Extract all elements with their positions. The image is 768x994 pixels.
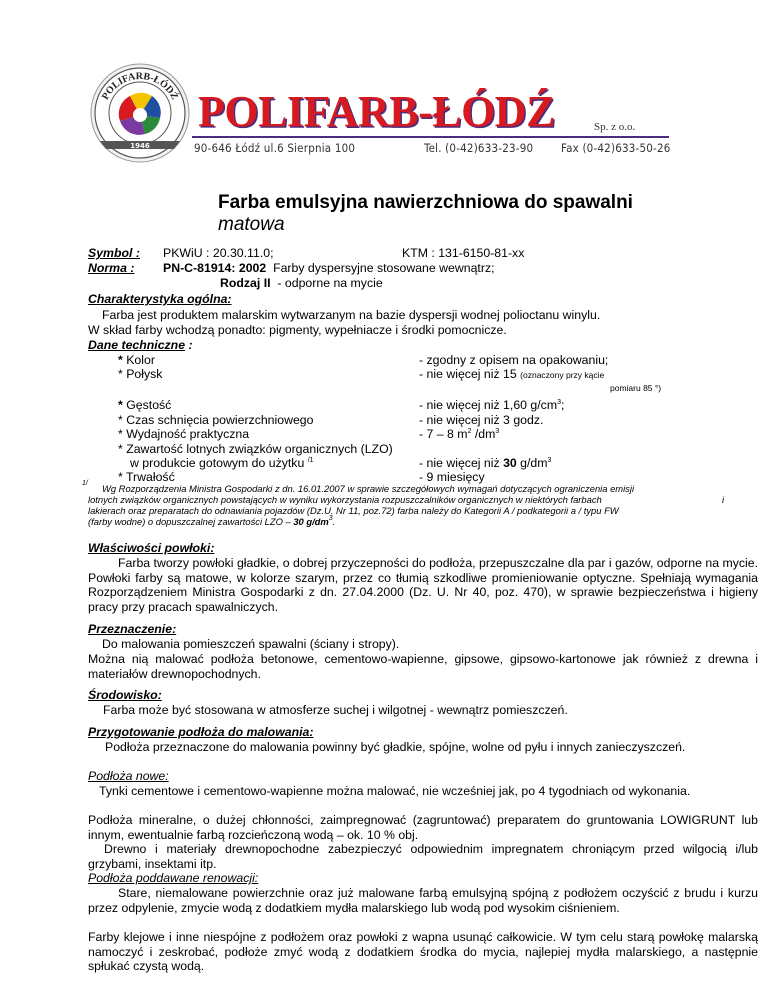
footnote-marker: 1/ bbox=[82, 480, 88, 487]
footnote-line1: Wg Rozporządzenia Ministra Gospodarki z dn. 16.01.2007 w sprawie szczegółowych wymagań dotyczących ograniczenia emisji bbox=[102, 483, 635, 494]
przygotowanie-text3: Podłoża mineralne, o dużej chłonności, zaimpregnować (zagruntować) preparatem do gruntowania LOWIGRUNT lub innym, ewentualnie farbą rozcieńczoną wodą – ok. 10 % obj. bbox=[88, 813, 758, 842]
spec-polysk-value: - nie więcej niż 15 (oznaczony przy kącie bbox=[419, 367, 605, 381]
section-heading-wlasciwosci: Właściwości powłoki: bbox=[88, 541, 215, 555]
symbol-label: Symbol : bbox=[88, 246, 140, 260]
srodowisko-text: Farba może być stosowana w atmosferze suchej i wilgotnej - wewnątrz pomieszczeń. bbox=[103, 703, 568, 717]
przeznaczenie-line1: Do malowania pomieszczeń spawalni (ściany i stropy). bbox=[102, 637, 400, 651]
footnote-line3: lakierach oraz preparatach do odnawiania pojazdów (Dz.U. Nr 11, poz.72) farba należy do Kategorii A / podkategorii a / typu FW bbox=[88, 505, 619, 516]
przygotowanie-text6: Farby klejowe i inne niespójne z podłożem oraz powłoki z wapna usunąć całkowicie. W tym celu starą powłokę malarską namoczyć i zeskrobać, podłoże zmyć wodą z dodatkiem środka do mycia, najlepiej mydła malarskiego, a następnie spłukać czystą wodą. bbox=[88, 930, 758, 973]
spec-kolor-label: * Kolor bbox=[118, 353, 155, 367]
company-name: POLIFARB-ŁÓDŹ bbox=[198, 87, 555, 136]
spec-trwalosc-label: * Trwałość bbox=[118, 470, 175, 484]
spec-lzo-label-2: w produkcie gotowym do użytku $^{/1}$ bbox=[130, 456, 314, 470]
charakterystyka-line2: W skład farby wchodzą ponadto: pigmenty, wypełniacze i środki pomocnicze. bbox=[88, 323, 507, 337]
spec-czas-value: - nie więcej niż 3 godz. bbox=[419, 413, 544, 427]
legal-form: Sp. z o.o. bbox=[594, 121, 636, 133]
ktm-code: KTM : 131-6150-81-xx bbox=[402, 246, 525, 260]
norma-line: PN-C-81914: 2002 Farby dyspersyjne stosowane wewnątrz; bbox=[163, 261, 495, 275]
footnote-line4: (farby wodne) o dopuszczalnej zawartości LZO – 30 $g/dm^3$. bbox=[88, 515, 336, 527]
spec-lzo-label: * Zawartość lotnych związków organicznych (LZO) bbox=[118, 442, 393, 456]
section-heading-przygotowanie: Przygotowanie podłoża do malowania: bbox=[88, 725, 314, 739]
header-rule bbox=[192, 136, 669, 138]
spec-czas-label: * Czas schnięcia powierzchniowego bbox=[118, 413, 314, 427]
document-subtitle: matowa bbox=[218, 214, 285, 235]
spec-polysk-label: * Połysk bbox=[118, 367, 163, 381]
przygotowanie-text2: Tynki cementowe i cementowo-wapienne można malować, nie wcześniej jak, po 4 tygodniach od wykonania. bbox=[99, 784, 691, 798]
symbol-value: PKWiU : 20.30.11.0; bbox=[163, 246, 274, 260]
company-logo-seal bbox=[90, 63, 190, 163]
svg-text:POLIFARB-ŁÓDŹ: POLIFARB-ŁÓDŹ bbox=[100, 70, 180, 102]
footnote-line2-end: i bbox=[722, 494, 725, 505]
spec-lzo-value: - nie więcej niż 30 $g/dm^3$ bbox=[419, 456, 552, 470]
spec-gestosc-label: * Gęstość bbox=[118, 398, 172, 412]
section-heading-srodowisko: Środowisko: bbox=[88, 688, 162, 702]
document-title: Farba emulsyjna nawierzchniowa do spawalni bbox=[218, 192, 633, 213]
company-address: 90-646 Łódź ul.6 Sierpnia 100 bbox=[194, 141, 356, 155]
przygotowanie-text4: Drewno i materiały drewnopochodne zabezpieczyć odpowiednim impregnatem chroniącym przed wilgocią i/lub grzybami, insektami itp. bbox=[88, 842, 758, 871]
company-fax: Fax (0-42)633-50-26 bbox=[561, 141, 671, 155]
spec-gestosc-value: - nie więcej niż 1,60 $g/cm^3$; bbox=[419, 398, 565, 412]
section-heading-przeznaczenie: Przeznaczenie: bbox=[88, 622, 177, 636]
przygotowanie-text1: Podłoża przeznaczone do malowania powinny być gładkie, spójne, wolne od pyłu i innych zanieczyszczeń. bbox=[105, 740, 686, 754]
spec-kolor-value: - zgodny z opisem na opakowaniu; bbox=[419, 353, 609, 367]
svg-text:1946: 1946 bbox=[130, 142, 150, 150]
footnote-line2: lotnych związków organicznych powstających w wyniku wykorzystania rozpuszczalników organicznych w niektórych farbach bbox=[88, 494, 602, 505]
rodzaj-line: Rodzaj II - odporne na mycie bbox=[220, 276, 383, 290]
subheading-podloza-nowe: Podłoża nowe: bbox=[88, 769, 169, 783]
spec-wydajnosc-value: - 7 – 8 $m^2$ $/dm^3$ bbox=[419, 427, 500, 441]
spec-trwalosc-value: - 9 miesięcy bbox=[419, 470, 485, 484]
spec-polysk-note: pomiaru 85 °) bbox=[610, 383, 662, 393]
spec-wydajnosc-label: * Wydajność praktyczna bbox=[118, 427, 250, 441]
wlasciwosci-text: Farba tworzy powłoki gładkie, o dobrej przyczepności do podłoża, przepuszczalne dla par i gazów, odporne na mycie. Powłoki farby są matowe, w kolorze szarym, przez co tłumią szkodliwe promieniowanie optyczne. Spełniają wymagania Rozporządzeniem Ministra Gospodarki z dn. 27.04.2000 (Dz. U. Nr 40, poz. 470), w sprawie bezpieczeństwa i higieny pracy przy pracach spawalniczych. bbox=[88, 556, 758, 614]
charakterystyka-line1: Farba jest produktem malarskim wytwarzanym na bazie dyspersji wodnej polioctanu winylu. bbox=[102, 308, 601, 322]
company-phone: Tel. (0-42)633-23-90 bbox=[424, 141, 534, 155]
przygotowanie-text5: Stare, niemalowane powierzchnie oraz już malowane farbą emulsyjną spójną z podłożem oczyścić z brudu i kurzu przez odpylenie, zmycie wodą z dodatkiem mydła malarskiego lub wodą pod wysokim ciśnieniem. bbox=[88, 886, 758, 915]
section-heading-charakterystyka: Charakterystyka ogólna: bbox=[88, 292, 232, 306]
section-heading-dane-techniczne: Dane techniczne : bbox=[88, 338, 193, 352]
przeznaczenie-text: Można nią malować podłoża betonowe, cementowo-wapienne, gipsowe, gipsowo-kartonowe jak również z drewna i materiałów drewnopochodnych. bbox=[88, 652, 758, 681]
subheading-podloza-renowacja: Podłoża poddawane renowacji: bbox=[88, 871, 259, 885]
norma-label: Norma : bbox=[88, 261, 135, 275]
